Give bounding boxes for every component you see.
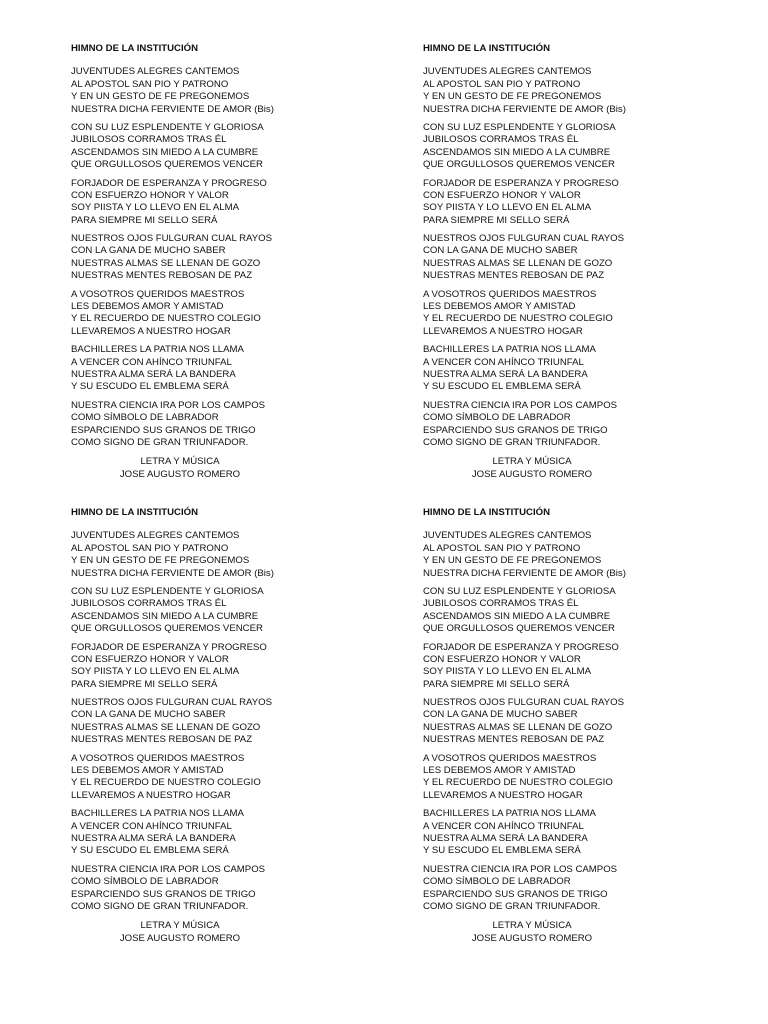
verse-line: JUVENTUDES ALEGRES CANTEMOS (71, 530, 240, 542)
verse-line: JUVENTUDES ALEGRES CANTEMOS (423, 66, 592, 78)
verse-line: JUBILOSOS CORRAMOS TRAS ÉL (423, 598, 579, 610)
verse-line: FORJADOR DE ESPERANZA Y PROGRESO (71, 177, 267, 189)
hymn-stanza (423, 642, 723, 692)
verse-line: A VENCER CON AHÍNCO TRIUNFAL (71, 820, 232, 832)
hymn-stanza (71, 530, 371, 580)
verse-line: ESPARCIENDO SUS GRANOS DE TRIGO (423, 888, 608, 900)
hymn-title: HIMNO DE LA INSTITUCIÓN (71, 507, 199, 518)
verse-line: SOY PIISTA Y LO LLEVO EN EL ALMA (71, 202, 239, 214)
verse-line: A VOSOTROS QUERIDOS MAESTROS (71, 288, 245, 300)
verse-line: LLEVAREMOS A NUESTRO HOGAR (423, 325, 583, 337)
verse-line: CON SU LUZ ESPLENDENTE Y GLORIOSA (71, 121, 264, 133)
hymn-title: HIMNO DE LA INSTITUCIÓN (423, 43, 551, 54)
hymn-copy (71, 43, 371, 482)
verse-line: NUESTRA DICHA FERVIENTE DE AMOR (Bis) (71, 567, 274, 579)
verse-line: NUESTRAS ALMAS SE LLENAN DE GOZO (71, 721, 261, 733)
verse-line: NUESTROS OJOS FULGURAN CUAL RAYOS (423, 697, 624, 709)
verse-line: Y EN UN GESTO DE FE PREGONEMOS (71, 91, 250, 103)
hymn-stanza (423, 697, 723, 747)
verse-line: PARA SIEMPRE MI SELLO SERÁ (423, 214, 570, 226)
verse-line: COMO SIGNO DE GRAN TRIUNFADOR. (423, 900, 601, 912)
verse-line: NUESTRAS MENTES REBOSAN DE PAZ (71, 734, 253, 746)
verse-line: QUE ORGULLOSOS QUEREMOS VENCER (423, 159, 615, 171)
hymn-stanza (423, 586, 723, 636)
verse-line: LES DEBEMOS AMOR Y AMISTAD (71, 301, 224, 313)
verse-line: QUE ORGULLOSOS QUEREMOS VENCER (71, 159, 263, 171)
verse-line: NUESTRAS MENTES REBOSAN DE PAZ (71, 270, 253, 282)
verse-line: LES DEBEMOS AMOR Y AMISTAD (423, 765, 576, 777)
verse-line: Y EL RECUERDO DE NUESTRO COLEGIO (71, 777, 261, 789)
hymn-stanza (423, 864, 723, 914)
verse-line: A VENCER CON AHÍNCO TRIUNFAL (423, 356, 584, 368)
verse-line: AL APOSTOL SAN PIO Y PATRONO (71, 542, 229, 554)
hymn-stanza (71, 344, 371, 394)
verse-line: QUE ORGULLOSOS QUEREMOS VENCER (423, 623, 615, 635)
verse-line: NUESTRA DICHA FERVIENTE DE AMOR (Bis) (423, 567, 626, 579)
verse-line: COMO SÍMBOLO DE LABRADOR (423, 876, 571, 888)
verse-line: JUBILOSOS CORRAMOS TRAS ÉL (71, 134, 227, 146)
verse-line: NUESTRAS ALMAS SE LLENAN DE GOZO (423, 257, 613, 269)
verse-line: PARA SIEMPRE MI SELLO SERÁ (71, 678, 218, 690)
author-name: JOSE AUGUSTO ROMERO (471, 469, 593, 481)
hymn-title: HIMNO DE LA INSTITUCIÓN (71, 43, 199, 54)
hymn-title: HIMNO DE LA INSTITUCIÓN (423, 507, 551, 518)
verse-line: AL APOSTOL SAN PIO Y PATRONO (423, 542, 581, 554)
hymn-stanza (71, 753, 371, 803)
verse-line: CON ESFUERZO HONOR Y VALOR (423, 189, 581, 201)
hymn-stanza (423, 122, 723, 172)
verse-line: Y EL RECUERDO DE NUESTRO COLEGIO (71, 313, 261, 325)
verse-line: JUVENTUDES ALEGRES CANTEMOS (423, 530, 592, 542)
verse-line: BACHILLERES LA PATRIA NOS LLAMA (423, 808, 596, 820)
hymn-stanza (71, 808, 371, 858)
verse-line: A VOSOTROS QUERIDOS MAESTROS (71, 752, 245, 764)
verse-line: LES DEBEMOS AMOR Y AMISTAD (71, 765, 224, 777)
verse-line: ASCENDAMOS SIN MIEDO A LA CUMBRE (423, 610, 611, 622)
verse-line: A VENCER CON AHÍNCO TRIUNFAL (71, 356, 232, 368)
hymn-stanza (423, 66, 723, 116)
hymn-credits (423, 920, 641, 946)
verse-line: FORJADOR DE ESPERANZA Y PROGRESO (423, 177, 619, 189)
hymn-stanza (71, 642, 371, 692)
verse-line: NUESTRA CIENCIA IRA POR LOS CAMPOS (423, 399, 618, 411)
verse-line: CON SU LUZ ESPLENDENTE Y GLORIOSA (71, 585, 264, 597)
verse-line: CON LA GANA DE MUCHO SABER (423, 709, 578, 721)
verse-line: CON SU LUZ ESPLENDENTE Y GLORIOSA (423, 121, 616, 133)
verse-line: BACHILLERES LA PATRIA NOS LLAMA (71, 808, 244, 820)
verse-line: Y EL RECUERDO DE NUESTRO COLEGIO (423, 313, 613, 325)
hymn-stanza (71, 864, 371, 914)
verse-line: COMO SÍMBOLO DE LABRADOR (423, 412, 571, 424)
verse-line: NUESTRA CIENCIA IRA POR LOS CAMPOS (423, 863, 618, 875)
hymn-credits (71, 456, 289, 482)
hymn-stanza (423, 344, 723, 394)
hymn-copy (423, 43, 723, 482)
hymn-stanza (423, 400, 723, 450)
hymn-copy (423, 507, 723, 946)
verse-line: Y EN UN GESTO DE FE PREGONEMOS (71, 555, 250, 567)
hymn-stanza (71, 66, 371, 116)
verse-line: FORJADOR DE ESPERANZA Y PROGRESO (423, 641, 619, 653)
verse-line: JUBILOSOS CORRAMOS TRAS ÉL (71, 598, 227, 610)
verse-line: JUVENTUDES ALEGRES CANTEMOS (71, 66, 240, 78)
verse-line: NUESTRA ALMA SERÁ LA BANDERA (423, 832, 588, 844)
verse-line: ASCENDAMOS SIN MIEDO A LA CUMBRE (71, 610, 259, 622)
verse-line: LLEVAREMOS A NUESTRO HOGAR (71, 325, 231, 337)
verse-line: Y SU ESCUDO EL EMBLEMA SERÁ (71, 845, 229, 857)
verse-line: A VOSOTROS QUERIDOS MAESTROS (423, 752, 597, 764)
hymn-stanza (423, 289, 723, 339)
verse-line: ESPARCIENDO SUS GRANOS DE TRIGO (71, 888, 256, 900)
verse-line: NUESTRAS MENTES REBOSAN DE PAZ (423, 734, 605, 746)
verse-line: Y SU ESCUDO EL EMBLEMA SERÁ (71, 381, 229, 393)
hymn-stanza (423, 753, 723, 803)
verse-line: NUESTRA DICHA FERVIENTE DE AMOR (Bis) (71, 103, 274, 115)
hymn-stanza (71, 289, 371, 339)
verse-line: Y SU ESCUDO EL EMBLEMA SERÁ (423, 845, 581, 857)
hymn-credits (71, 920, 289, 946)
verse-line: A VENCER CON AHÍNCO TRIUNFAL (423, 820, 584, 832)
credit-label: LETRA Y MÚSICA (492, 456, 572, 468)
verse-line: CON SU LUZ ESPLENDENTE Y GLORIOSA (423, 585, 616, 597)
author-name: JOSE AUGUSTO ROMERO (471, 933, 593, 945)
verse-line: COMO SIGNO DE GRAN TRIUNFADOR. (71, 436, 249, 448)
verse-line: NUESTRA CIENCIA IRA POR LOS CAMPOS (71, 863, 266, 875)
hymn-stanza (71, 178, 371, 228)
verse-line: ASCENDAMOS SIN MIEDO A LA CUMBRE (423, 146, 611, 158)
verse-line: NUESTRAS ALMAS SE LLENAN DE GOZO (423, 721, 613, 733)
verse-line: CON ESFUERZO HONOR Y VALOR (71, 189, 229, 201)
verse-line: LLEVAREMOS A NUESTRO HOGAR (71, 789, 231, 801)
verse-line: SOY PIISTA Y LO LLEVO EN EL ALMA (71, 666, 239, 678)
credit-label: LETRA Y MÚSICA (140, 920, 220, 932)
verse-line: QUE ORGULLOSOS QUEREMOS VENCER (71, 623, 263, 635)
verse-line: CON ESFUERZO HONOR Y VALOR (423, 653, 581, 665)
hymn-copy (71, 507, 371, 946)
verse-line: BACHILLERES LA PATRIA NOS LLAMA (423, 344, 596, 356)
verse-line: NUESTRA ALMA SERÁ LA BANDERA (423, 368, 588, 380)
hymn-stanza (71, 233, 371, 283)
verse-line: CON LA GANA DE MUCHO SABER (71, 245, 226, 257)
verse-line: COMO SÍMBOLO DE LABRADOR (71, 876, 219, 888)
verse-line: CON LA GANA DE MUCHO SABER (423, 245, 578, 257)
verse-line: NUESTRA ALMA SERÁ LA BANDERA (71, 832, 236, 844)
verse-line: NUESTRA ALMA SERÁ LA BANDERA (71, 368, 236, 380)
verse-line: AL APOSTOL SAN PIO Y PATRONO (423, 78, 581, 90)
credit-label: LETRA Y MÚSICA (492, 920, 572, 932)
hymn-credits (423, 456, 641, 482)
verse-line: SOY PIISTA Y LO LLEVO EN EL ALMA (423, 202, 591, 214)
verse-line: NUESTROS OJOS FULGURAN CUAL RAYOS (423, 233, 624, 245)
verse-line: PARA SIEMPRE MI SELLO SERÁ (423, 678, 570, 690)
verse-line: ASCENDAMOS SIN MIEDO A LA CUMBRE (71, 146, 259, 158)
hymn-stanza (423, 233, 723, 283)
verse-line: ESPARCIENDO SUS GRANOS DE TRIGO (423, 424, 608, 436)
verse-line: Y SU ESCUDO EL EMBLEMA SERÁ (423, 381, 581, 393)
verse-line: AL APOSTOL SAN PIO Y PATRONO (71, 78, 229, 90)
verse-line: JUBILOSOS CORRAMOS TRAS ÉL (423, 134, 579, 146)
verse-line: Y EN UN GESTO DE FE PREGONEMOS (423, 555, 602, 567)
hymn-stanza (71, 400, 371, 450)
verse-line: COMO SÍMBOLO DE LABRADOR (71, 412, 219, 424)
verse-line: SOY PIISTA Y LO LLEVO EN EL ALMA (423, 666, 591, 678)
verse-line: LLEVAREMOS A NUESTRO HOGAR (423, 789, 583, 801)
verse-line: COMO SIGNO DE GRAN TRIUNFADOR. (71, 900, 249, 912)
author-name: JOSE AUGUSTO ROMERO (119, 933, 241, 945)
hymn-stanza (71, 586, 371, 636)
verse-line: NUESTROS OJOS FULGURAN CUAL RAYOS (71, 233, 272, 245)
verse-line: NUESTRAS ALMAS SE LLENAN DE GOZO (71, 257, 261, 269)
hymn-stanza (423, 530, 723, 580)
hymn-stanza (423, 178, 723, 228)
verse-line: CON ESFUERZO HONOR Y VALOR (71, 653, 229, 665)
verse-line: Y EL RECUERDO DE NUESTRO COLEGIO (423, 777, 613, 789)
verse-line: CON LA GANA DE MUCHO SABER (71, 709, 226, 721)
credit-label: LETRA Y MÚSICA (140, 456, 220, 468)
verse-line: PARA SIEMPRE MI SELLO SERÁ (71, 214, 218, 226)
verse-line: Y EN UN GESTO DE FE PREGONEMOS (423, 91, 602, 103)
hymn-stanza (71, 697, 371, 747)
verse-line: NUESTRAS MENTES REBOSAN DE PAZ (423, 270, 605, 282)
author-name: JOSE AUGUSTO ROMERO (119, 469, 241, 481)
hymn-stanza (423, 808, 723, 858)
verse-line: FORJADOR DE ESPERANZA Y PROGRESO (71, 641, 267, 653)
verse-line: A VOSOTROS QUERIDOS MAESTROS (423, 288, 597, 300)
verse-line: NUESTRA CIENCIA IRA POR LOS CAMPOS (71, 399, 266, 411)
verse-line: ESPARCIENDO SUS GRANOS DE TRIGO (71, 424, 256, 436)
verse-line: NUESTROS OJOS FULGURAN CUAL RAYOS (71, 697, 272, 709)
verse-line: LES DEBEMOS AMOR Y AMISTAD (423, 301, 576, 313)
verse-line: NUESTRA DICHA FERVIENTE DE AMOR (Bis) (423, 103, 626, 115)
verse-line: BACHILLERES LA PATRIA NOS LLAMA (71, 344, 244, 356)
verse-line: COMO SIGNO DE GRAN TRIUNFADOR. (423, 436, 601, 448)
hymn-stanza (71, 122, 371, 172)
